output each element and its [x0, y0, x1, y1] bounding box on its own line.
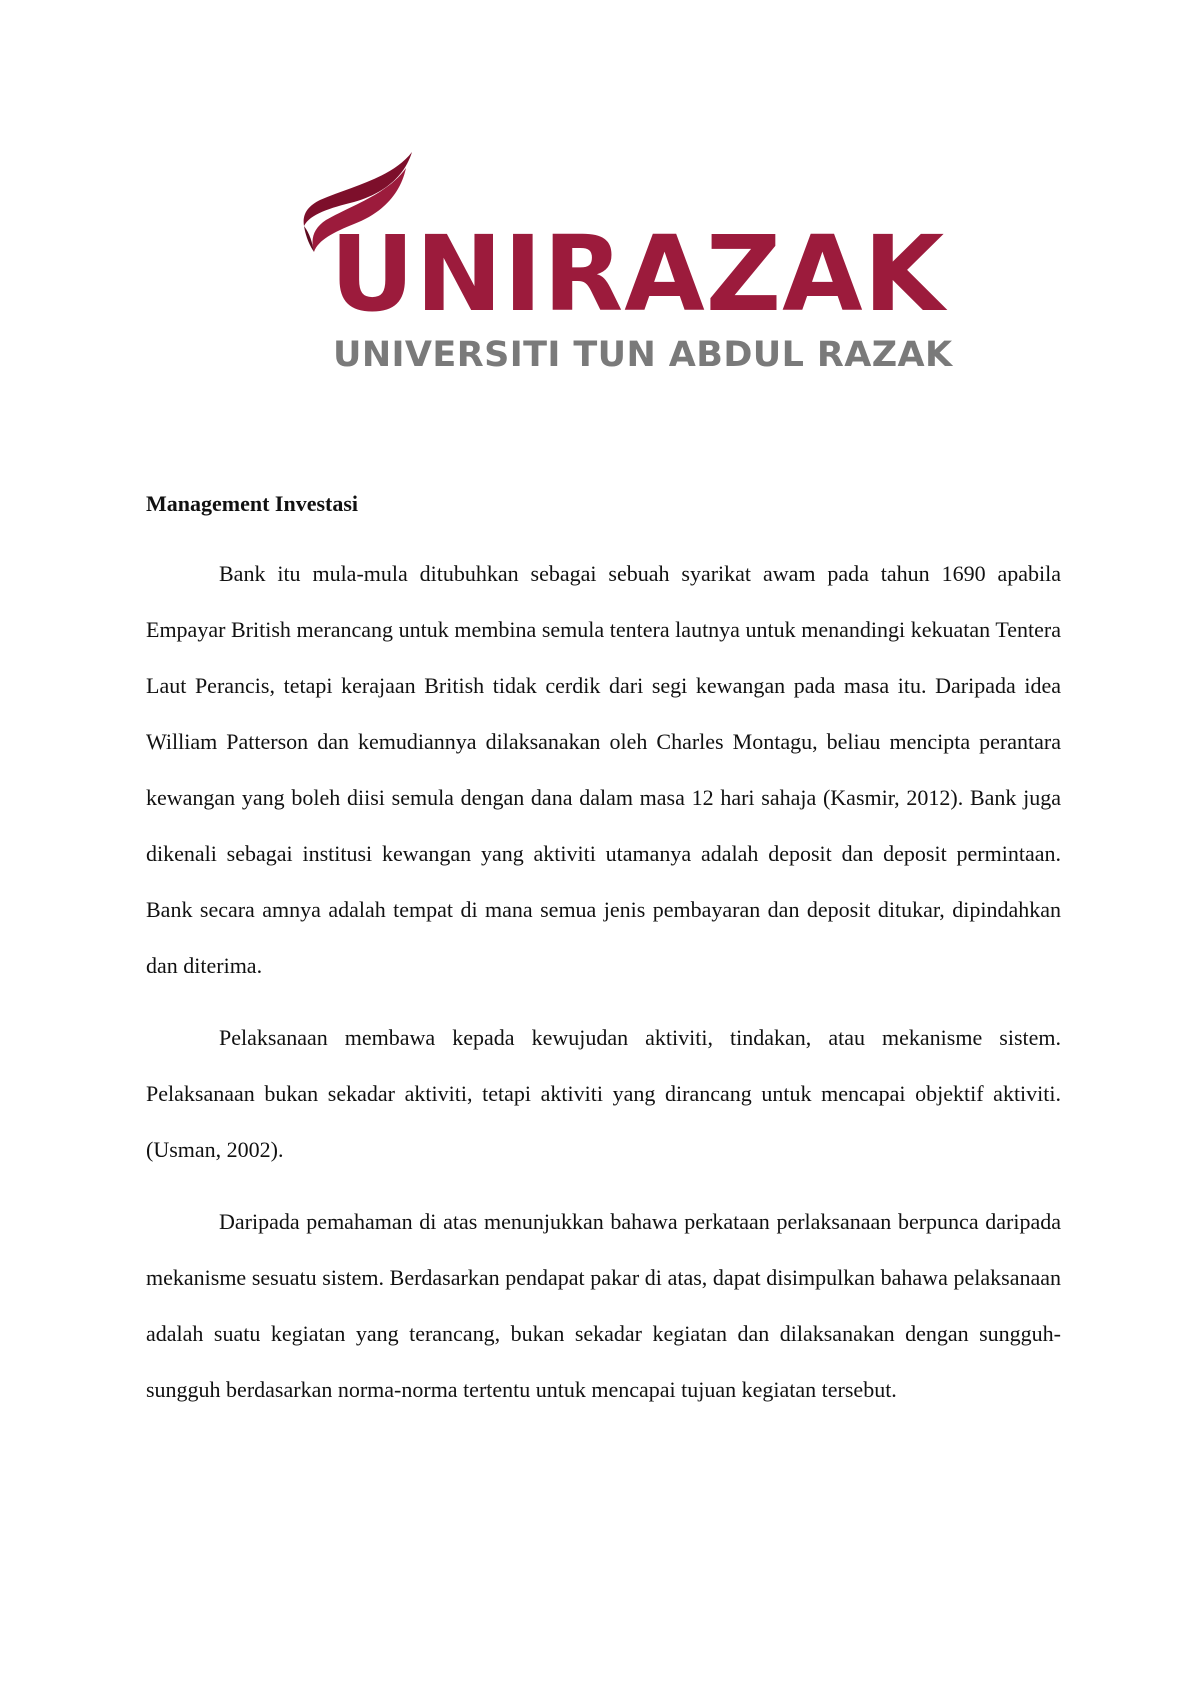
university-logo: [300, 148, 953, 380]
paragraph-3: Daripada pemahaman di atas menunjukkan bahawa perkataan perlaksanaan berpunca daripada mekanisme sesuatu sistem. Berdasarkan pendapat pakar di atas, dapat disimpulkan bahawa pelaksanaan adalah suatu kegiatan yang terancang, bukan sekadar kegiatan dan dilaksanakan dengan sungguh-sungguh berdasarkan norma-norma tertentu untuk mencapai tujuan kegiatan tersebut.: [146, 1209, 1061, 1402]
paragraph-2: Pelaksanaan membawa kepada kewujudan aktiviti, tindakan, atau mekanisme sistem. Pelaksanaan bukan sekadar aktiviti, tetapi aktiviti yang dirancang untuk mencapai objektif aktiviti. (Usman, 2002).: [146, 1025, 1061, 1162]
logo-subtitle: UNIVERSITI TUN ABDUL RAZAK: [333, 335, 953, 375]
document-body: [146, 484, 1061, 1434]
document-title: Management Investasi: [146, 491, 359, 516]
paragraph-1: Bank itu mula-mula ditubuhkan sebagai sebuah syarikat awam pada tahun 1690 apabila Empayar British merancang untuk membina semula tentera lautnya untuk menandingi kekuatan Tentera Laut Perancis, tetapi kerajaan British tidak cerdik dari segi kewangan pada masa itu. Daripada idea William Patterson dan kemudiannya dilaksanakan oleh Charles Montagu, beliau mencipta perantara kewangan yang boleh diisi semula dengan dana dalam masa 12 hari sahaja (Kasmir, 2012). Bank juga dikenali sebagai institusi kewangan yang aktiviti utamanya adalah deposit dan deposit permintaan. Bank secara amnya adalah tempat di mana semua jenis pembayaran dan deposit ditukar, dipindahkan dan diterima.: [146, 561, 1061, 978]
logo-wordmark: UNIRAZAK: [330, 213, 946, 335]
